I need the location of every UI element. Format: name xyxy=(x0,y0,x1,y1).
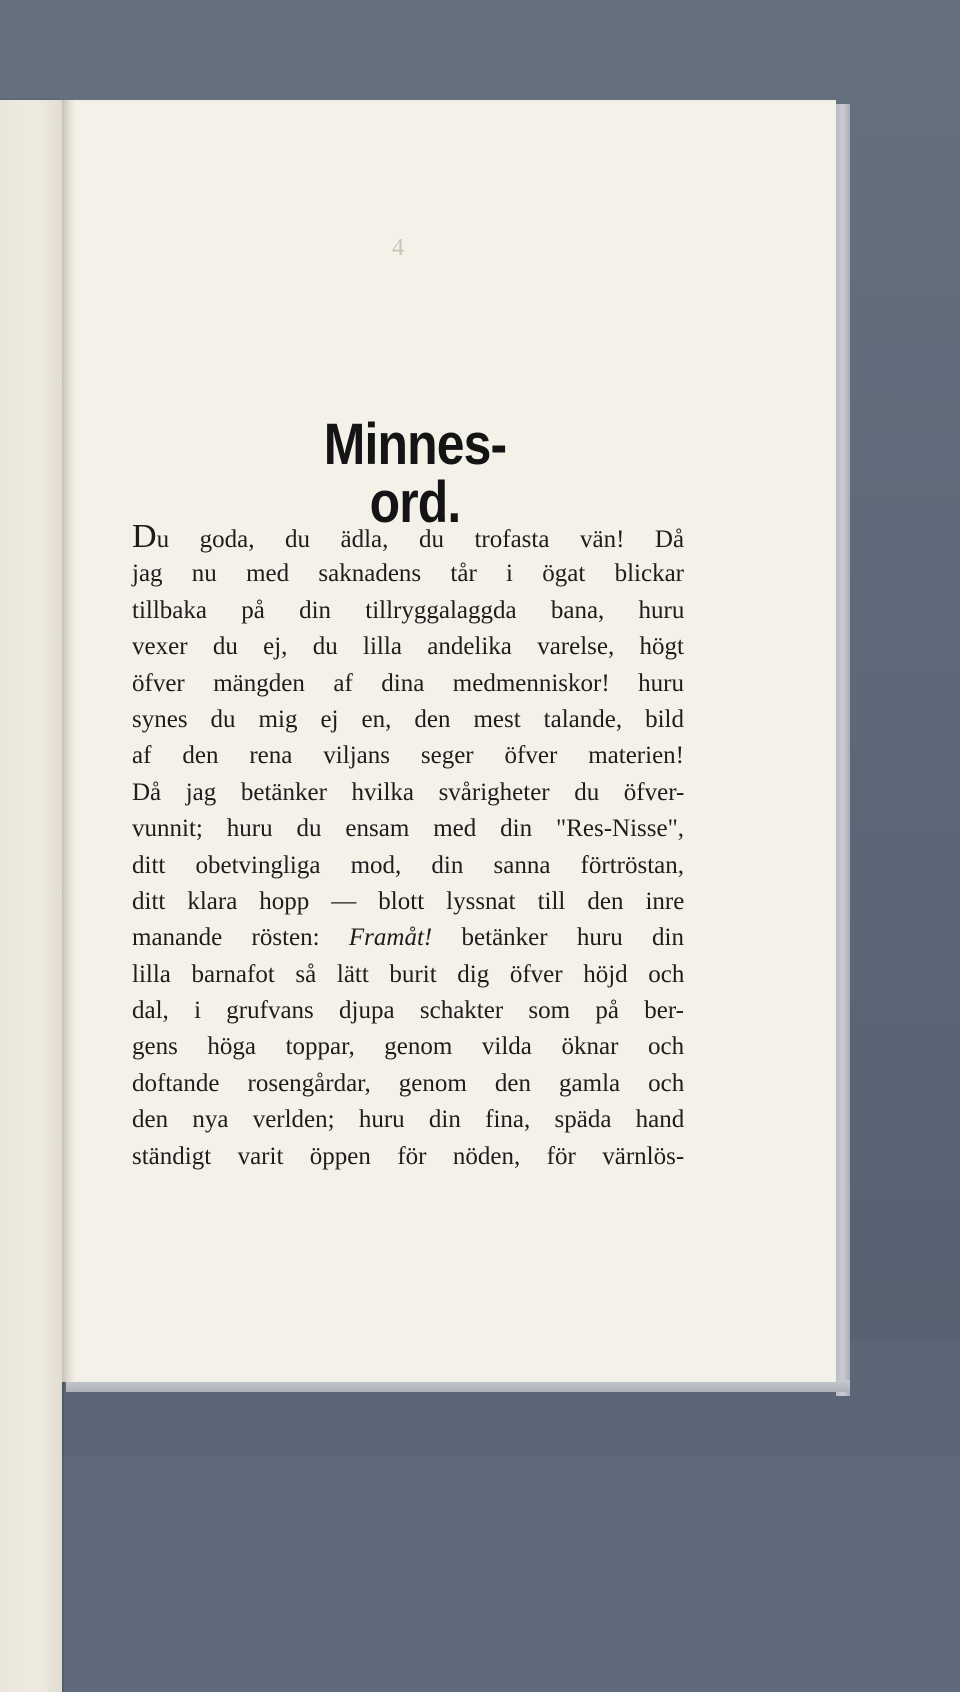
text-line: Då jag betänker hvilka svårigheter du öfver- xyxy=(132,778,685,806)
text-line: dal, i grufvans djupa schakter som på ber- xyxy=(132,997,684,1025)
text-line: manande rösten: Framåt! betänker huru din xyxy=(132,924,684,952)
text-line: lilla barnafot så lätt burit dig öfver höjd och xyxy=(132,960,685,988)
facing-page-edge xyxy=(0,100,62,1692)
text-line: af den rena viljans seger öfver materien! xyxy=(132,742,684,770)
body-text xyxy=(132,520,684,1175)
text-line: öfver mängden af dina medmenniskor! huru xyxy=(132,669,684,697)
text-line: jag nu med saknadens tår i ögat blickar xyxy=(132,560,684,588)
text-line: ständigt varit öppen för nöden, för värnlös- xyxy=(132,1142,685,1170)
text-line: Du goda, du ädla, du trofasta vän! Då xyxy=(132,518,685,555)
text-line: synes du mig ej en, den mest talande, bild xyxy=(132,705,684,733)
page-heading: Minnes-ord. xyxy=(323,412,507,535)
page-number: 4 xyxy=(392,235,404,261)
text-line: den nya verlden; huru din fina, späda hand xyxy=(132,1106,685,1134)
text-line: tillbaka på din tillryggalaggda bana, huru xyxy=(132,596,685,624)
italic-word: Framåt! xyxy=(348,924,433,952)
drop-cap: D xyxy=(132,518,157,555)
book-cover-edge-right xyxy=(836,104,850,1396)
text-line: gens höga toppar, genom vilda öknar och xyxy=(132,1033,685,1061)
text-line: ditt klara hopp — blott lyssnat till den inre xyxy=(132,887,685,915)
text-line: vunnit; huru du ensam med din "Res-Nisse", xyxy=(132,815,685,843)
text-line: ditt obetvingliga mod, din sanna förtröstan, xyxy=(132,851,684,879)
text-line: doftande rosengårdar, genom den gamla och xyxy=(132,1069,685,1097)
gutter-shadow xyxy=(62,100,76,1382)
text-line: vexer du ej, du lilla andelika varelse, högt xyxy=(132,633,684,661)
